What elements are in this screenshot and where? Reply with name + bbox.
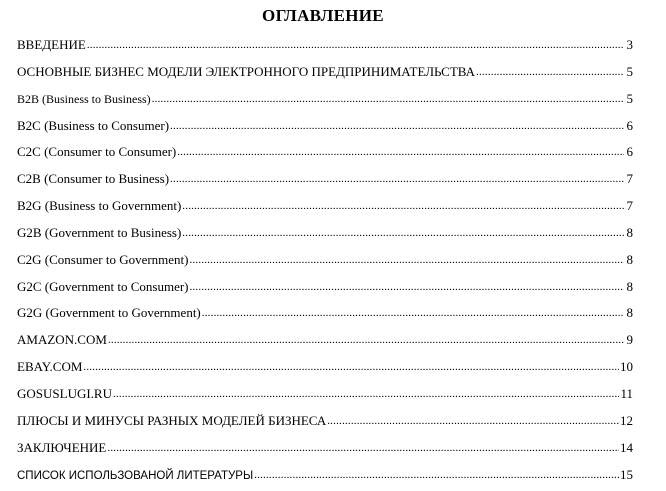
toc-dot-leader: [190, 280, 624, 294]
toc-entry[interactable]: [17, 59, 633, 86]
toc-page-number: 8: [626, 224, 633, 240]
toc-page-number: 11: [620, 385, 633, 401]
toc-title: ОГЛАВЛЕНИЕ: [262, 6, 384, 25]
toc-dot-leader: [190, 253, 624, 267]
toc-dot-leader: [177, 145, 624, 159]
toc-entry[interactable]: [17, 327, 633, 354]
toc-dot-leader: [202, 306, 624, 320]
toc-entry[interactable]: [17, 354, 633, 381]
toc-entry-label: ЗАКЛЮЧЕНИЕ: [17, 439, 107, 455]
toc-entry[interactable]: [17, 274, 633, 301]
toc-entry-label: ВВЕДЕНИЕ: [17, 37, 86, 52]
toc-entry-label: СПИСОК ИСПОЛЬЗОВАНОЙ ЛИТЕРАТУРЫ: [17, 469, 254, 482]
toc-dot-leader: [152, 92, 624, 106]
toc-page-number: 8: [626, 278, 633, 294]
toc-entry-label: C2C (Consumer to Consumer): [17, 144, 177, 160]
toc-entry-label: G2G (Government to Government): [17, 305, 201, 321]
toc-page-number: 15: [620, 466, 633, 482]
toc-entry[interactable]: [17, 300, 633, 327]
toc-entry[interactable]: [17, 408, 633, 435]
toc-dot-leader: [170, 172, 624, 186]
toc-dot-leader: [476, 65, 624, 79]
toc-page-number: 14: [620, 439, 633, 455]
toc-entry[interactable]: [17, 462, 633, 489]
toc-dot-leader: [108, 333, 624, 347]
toc-entry-label: C2G (Consumer to Government): [17, 251, 189, 267]
toc-entry-label: G2C (Government to Consumer): [17, 278, 189, 294]
toc-list: [17, 32, 633, 488]
toc-entry[interactable]: [17, 86, 633, 113]
toc-page-number: 5: [626, 63, 633, 79]
toc-page-number: 5: [626, 90, 633, 106]
toc-entry-label: ПЛЮСЫ И МИНУСЫ РАЗНЫХ МОДЕЛЕЙ БИЗНЕСА: [17, 412, 327, 428]
toc-dot-leader: [87, 38, 624, 52]
toc-entry[interactable]: [17, 166, 633, 193]
toc-dot-leader: [113, 387, 619, 401]
toc-dot-leader: [83, 360, 619, 374]
toc-dot-leader: [182, 226, 624, 240]
toc-page-number: 9: [626, 332, 633, 348]
toc-page-number: 7: [626, 171, 633, 187]
toc-page-number: 10: [620, 359, 633, 375]
toc-entry[interactable]: [17, 220, 633, 247]
toc-entry-label: B2G (Business to Government): [17, 198, 182, 214]
toc-entry-label: EBAY.COM: [17, 359, 83, 375]
toc-entry-label: B2B (Business to Business): [17, 91, 151, 106]
toc-page-number: 8: [626, 251, 633, 267]
toc-entry-label: ОСНОВНЫЕ БИЗНЕС МОДЕЛИ ЭЛЕКТРОННОГО ПРЕДПРИНИМАТЕЛЬСТВА: [17, 63, 476, 79]
toc-entry[interactable]: [17, 435, 633, 462]
toc-entry[interactable]: [17, 381, 633, 408]
toc-page-number: 8: [626, 305, 633, 321]
toc-entry-label: C2B (Consumer to Business): [17, 171, 170, 187]
toc-entry[interactable]: [17, 32, 633, 59]
toc-dot-leader: [107, 441, 619, 455]
toc-dot-leader: [254, 468, 619, 482]
toc-page-number: 6: [626, 117, 633, 133]
toc-page-number: 6: [626, 144, 633, 160]
toc-page-number: 12: [620, 412, 633, 428]
toc-page-number: 3: [626, 37, 633, 52]
toc-dot-leader: [327, 414, 619, 428]
toc-entry[interactable]: [17, 247, 633, 274]
toc-entry-label: AMAZON.COM: [17, 332, 107, 348]
toc-entry-label: G2B (Government to Business): [17, 224, 182, 240]
toc-dot-leader: [182, 199, 624, 213]
toc-page-number: 7: [626, 198, 633, 214]
toc-entry[interactable]: [17, 193, 633, 220]
toc-entry[interactable]: [17, 139, 633, 166]
toc-entry-label: B2C (Business to Consumer): [17, 117, 170, 133]
toc-entry[interactable]: [17, 113, 633, 140]
toc-entry-label: GOSUSLUGI.RU: [17, 385, 112, 401]
toc-dot-leader: [170, 119, 624, 133]
